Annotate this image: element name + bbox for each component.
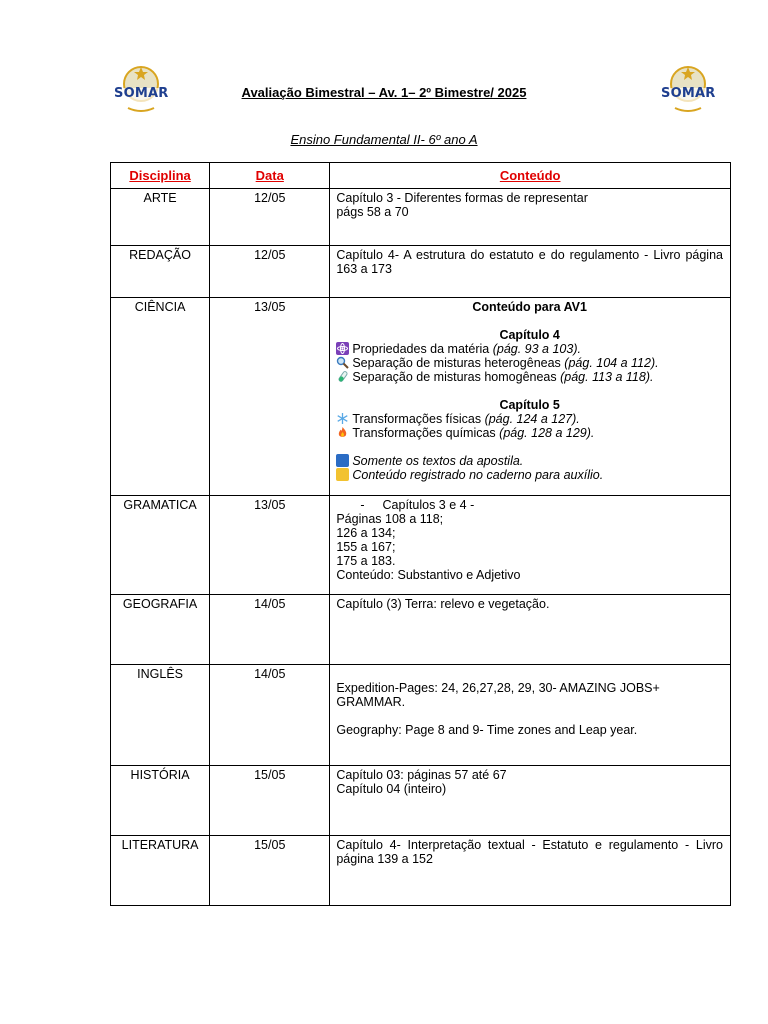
row-conteudo: Expedition-Pages: 24, 26,27,28, 29, 30- AMAZING JOBS+ GRAMMAR. Geography: Page 8 and 9- Time zones and Leap year.	[330, 665, 731, 766]
chapter-4-title: Capítulo 4	[499, 328, 560, 342]
header-disciplina: Disciplina	[111, 163, 210, 189]
document-subtitle: Ensino Fundamental II- 6º ano A	[290, 132, 478, 147]
notebook-icon	[336, 468, 349, 481]
list-item: Transformações físicas (pág. 124 a 127).	[336, 412, 723, 426]
blue-book-icon	[336, 454, 349, 467]
list-item: Conteúdo registrado no caderno para auxílio.	[336, 468, 723, 482]
table-row	[111, 595, 731, 665]
row-disciplina: ARTE	[111, 189, 210, 246]
chapter-5-title: Capítulo 5	[499, 398, 560, 412]
row-conteudo: Capítulo 4- A estrutura do estatuto e do regulamento - Livro página 163 a 173	[330, 246, 731, 298]
list-item: Somente os textos da apostila.	[336, 454, 723, 468]
row-data: 15/05	[210, 836, 330, 906]
table-row	[111, 496, 731, 595]
list-item: Separação de misturas heterogêneas (pág. 104 a 112).	[336, 356, 723, 370]
ciencia-heading: Conteúdo para AV1	[472, 300, 587, 314]
header-conteudo: Conteúdo	[330, 163, 731, 189]
row-disciplina: HISTÓRIA	[111, 766, 210, 836]
row-data: 14/05	[210, 665, 330, 766]
fire-icon	[336, 426, 349, 439]
table-row	[111, 836, 731, 906]
somar-logo-left: SOMAR	[114, 64, 168, 114]
table-row	[111, 766, 731, 836]
row-conteudo	[330, 298, 731, 496]
row-conteudo: - Capítulos 3 e 4 - Páginas 108 a 118; 126 a 134; 155 a 167; 175 a 183. Conteúdo: Substantivo e Adjetivo	[330, 496, 731, 595]
table-row	[111, 189, 731, 246]
list-item: Separação de misturas homogêneas (pág. 113 a 118).	[336, 370, 723, 384]
somar-logo-right: SOMAR	[661, 64, 715, 114]
snowflake-icon	[336, 412, 349, 425]
row-disciplina: GEOGRAFIA	[111, 595, 210, 665]
schedule-table	[110, 162, 731, 906]
row-disciplina: CIÊNCIA	[111, 298, 210, 496]
document-title: Avaliação Bimestral – Av. 1– 2º Bimestre/ 2025	[241, 85, 527, 100]
header-data: Data	[210, 163, 330, 189]
test-tube-icon	[336, 370, 349, 383]
magnifier-icon	[336, 356, 349, 369]
row-data: 12/05	[210, 246, 330, 298]
row-data: 13/05	[210, 496, 330, 595]
row-conteudo: Capítulo 4- Interpretação textual - Estatuto e regulamento - Livro página 139 a 152	[330, 836, 731, 906]
list-item: Transformações químicas (pág. 128 a 129).	[336, 426, 723, 440]
table-row	[111, 246, 731, 298]
row-disciplina: LITERATURA	[111, 836, 210, 906]
row-disciplina: INGLÊS	[111, 665, 210, 766]
row-data: 12/05	[210, 189, 330, 246]
table-header-row	[111, 163, 731, 189]
row-disciplina: REDAÇÃO	[111, 246, 210, 298]
row-conteudo: Capítulo (3) Terra: relevo e vegetação.	[330, 595, 731, 665]
row-data: 15/05	[210, 766, 330, 836]
row-conteudo: Capítulo 03: páginas 57 até 67 Capítulo 04 (inteiro)	[330, 766, 731, 836]
row-conteudo: Capítulo 3 - Diferentes formas de representar págs 58 a 70	[330, 189, 731, 246]
row-data: 14/05	[210, 595, 330, 665]
row-data: 13/05	[210, 298, 330, 496]
list-item: - Capítulos 3 e 4 -	[360, 498, 475, 512]
table-row	[111, 298, 731, 496]
table-row	[111, 665, 731, 766]
row-disciplina: GRAMATICA	[111, 496, 210, 595]
list-item: Propriedades da matéria (pág. 93 a 103).	[336, 342, 723, 356]
atom-icon	[336, 342, 349, 355]
